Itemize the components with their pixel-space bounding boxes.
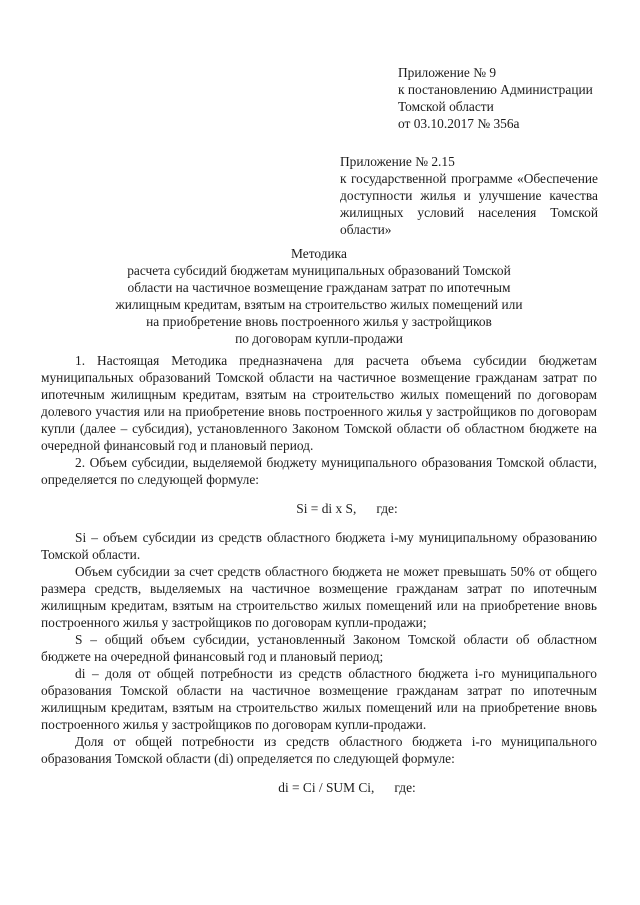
paragraph-1: 1. Настоящая Методика предназначена для расчета объема субсидии бюджетам муниципальных образований Томской области на частичное возмещение гражданам затрат по ипотечным жилищным кредитам, взятым на строительство жилых помещений по договорам долевого участия или на приобретение вновь построенного жилья у застройщиков по договорам купли (далее – субсидия), установленного Законом Томской области об областном бюджете на очередной финансовый год и плановый период. <box>41 353 597 453</box>
paragraph-2: 2. Объем субсидии, выделяемой бюджету муниципального образования Томской области, определяется по следующей формуле: <box>41 455 597 487</box>
appendix-ref-resolution: Приложение № 9 к постановлению Администрации Томской области от 03.10.2017 № 356а <box>398 65 593 131</box>
appendix-ref-program-line4: жилищных условий населения Томской <box>340 205 598 220</box>
formula-si: Si = di x S, где: <box>296 501 398 516</box>
paragraph-4: Объем субсидии за счет средств областного бюджета не может превышать 50% от общего размера средств, выделяемых на частичное возмещение гражданам затрат по ипотечным жилищным кредитам, взятым на строительство жилых помещений или на приобретение вновь построенного жилья у застройщиков по договорам купли-продажи; <box>41 564 597 630</box>
appendix-ref-program-line2: к государственной программе «Обеспечение <box>340 171 598 186</box>
paragraph-5: S – общий объем субсидии, установленный Законом Томской области об областном бюджете на очередной финансовый год и плановый период; <box>41 632 597 664</box>
document-title: Методика расчета субсидий бюджетам муниципальных образований Томской области на частичное возмещение гражданам затрат по ипотечным жилищным кредитам, взятым на строительство жилых помещений или на приобретение вновь построенного жилья у застройщиков по договорам купли-продажи <box>115 246 523 346</box>
paragraph-6: di – доля от общей потребности из средств областного бюджета i-го муниципального образования Томской области на частичное возмещение гражданам затрат по ипотечным жилищным кредитам, взятым на строительство жилых помещений или на приобретение вновь построенного жилья у застройщиков по договорам купли-продажи. <box>41 666 597 732</box>
appendix-ref-program <box>340 153 598 238</box>
appendix-ref-program-line3: доступности жилья и улучшение качества <box>340 188 598 203</box>
appendix-ref-program-line5: области» <box>340 222 392 237</box>
paragraph-3: Si – объем субсидии из средств областного бюджета i-му муниципальному образованию Томской области. <box>41 530 597 562</box>
appendix-ref-program-line1: Приложение № 2.15 <box>340 154 455 169</box>
formula-di: di = Ci / SUM Ci, где: <box>278 780 416 795</box>
paragraph-7: Доля от общей потребности из средств областного бюджета i-го муниципального образования Томской области (di) определяется по следующей формуле: <box>41 734 597 766</box>
